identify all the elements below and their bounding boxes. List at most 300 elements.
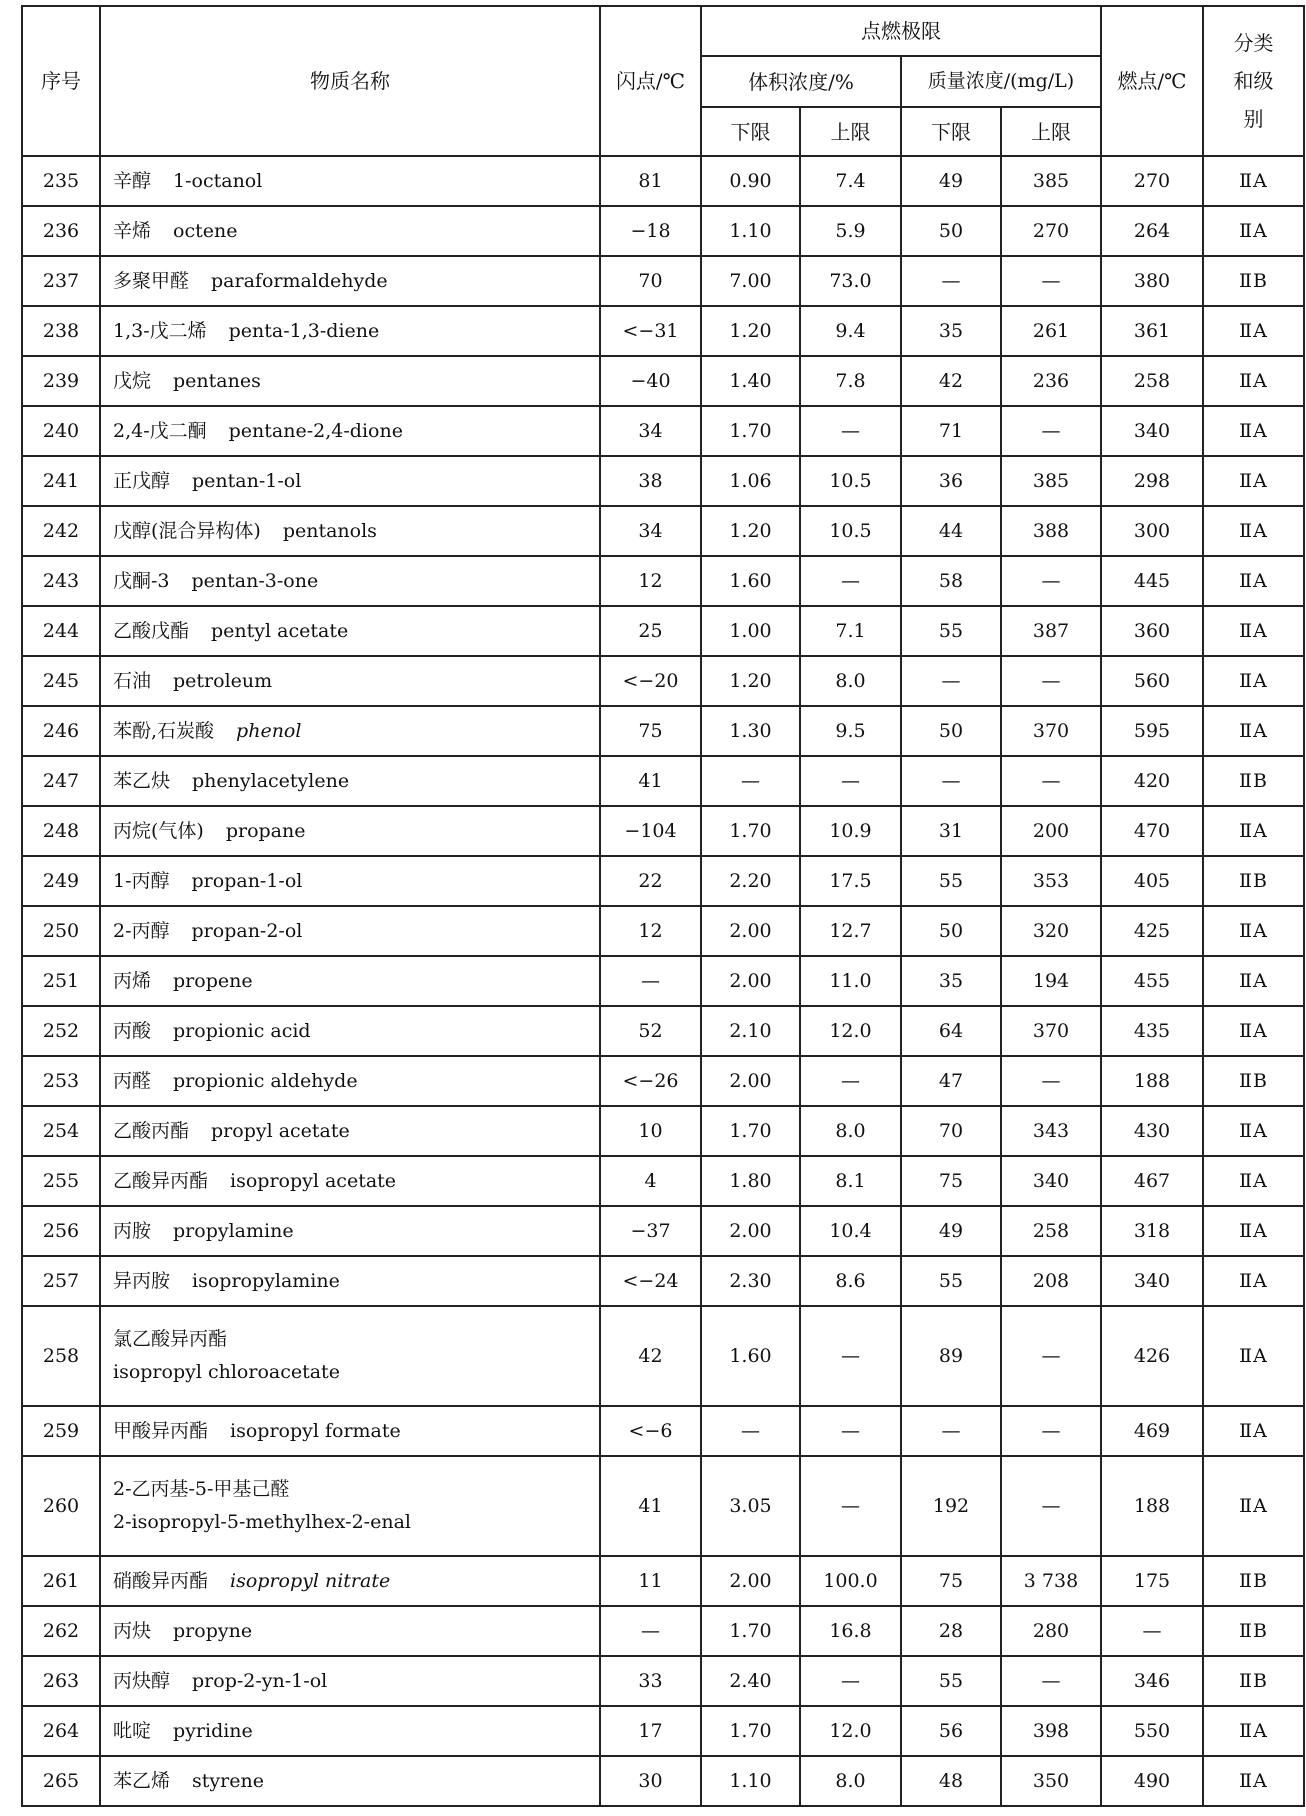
cell-mass-upper: —: [1001, 1306, 1101, 1406]
cell-mass-lower: 58: [901, 556, 1001, 606]
substance-name-cn: 戊烷: [113, 369, 152, 392]
cell-substance-name: [100, 756, 600, 806]
cell-flash-point: 30: [600, 1756, 701, 1806]
cell-flash-point: 34: [600, 406, 701, 456]
substance-name-cn: 丙炔醇: [113, 1669, 171, 1692]
cell-classification: ⅡA: [1203, 556, 1304, 606]
substance-name-en: 2-isopropyl-5-methylhex-2-enal: [113, 1511, 411, 1533]
substance-name-cn: 辛烯: [113, 219, 152, 242]
cell-mass-lower: 36: [901, 456, 1001, 506]
cell-ignition-point: 469: [1101, 1406, 1203, 1456]
cell-substance-name: [100, 1106, 600, 1156]
cell-classification: ⅡA: [1203, 506, 1304, 556]
cell-mass-lower: —: [901, 256, 1001, 306]
cell-substance-name: [100, 1606, 600, 1656]
cell-index: 258: [22, 1306, 100, 1406]
cell-volume-upper: 16.8: [800, 1606, 901, 1656]
cell-mass-lower: 47: [901, 1056, 1001, 1106]
cell-volume-lower: 1.40: [701, 356, 800, 406]
cell-substance-name: [100, 406, 600, 456]
table-row: [22, 1206, 1304, 1256]
cell-flash-point: 41: [600, 756, 701, 806]
cell-index: 252: [22, 1006, 100, 1056]
cell-mass-lower: 56: [901, 1706, 1001, 1756]
cell-mass-lower: 55: [901, 1256, 1001, 1306]
table-row: [22, 256, 1304, 306]
cell-flash-point: <−20: [600, 656, 701, 706]
table-row: [22, 456, 1304, 506]
table-body: [22, 156, 1304, 1806]
cell-volume-upper: 10.5: [800, 456, 901, 506]
cell-mass-lower: 42: [901, 356, 1001, 406]
table-row: [22, 1756, 1304, 1806]
table-row: [22, 806, 1304, 856]
cell-mass-lower: 70: [901, 1106, 1001, 1156]
substance-name-en: propionic acid: [173, 1019, 311, 1042]
cell-volume-lower: 2.20: [701, 856, 800, 906]
cell-flash-point: 70: [600, 256, 701, 306]
cell-flash-point: −37: [600, 1206, 701, 1256]
substance-name-cn: 吡啶: [113, 1719, 152, 1742]
cell-ignition-point: 264: [1101, 206, 1203, 256]
cell-index: 251: [22, 956, 100, 1006]
cell-volume-lower: 2.30: [701, 1256, 800, 1306]
substance-name-en: pentan-1-ol: [192, 469, 302, 492]
cell-ignition-point: 455: [1101, 956, 1203, 1006]
cell-mass-lower: 192: [901, 1456, 1001, 1556]
substance-name-line2: [113, 1511, 599, 1534]
cell-flash-point: 12: [600, 556, 701, 606]
cell-volume-lower: 7.00: [701, 256, 800, 306]
cell-volume-upper: 8.1: [800, 1156, 901, 1206]
cell-flash-point: <−26: [600, 1056, 701, 1106]
cell-volume-lower: 1.70: [701, 806, 800, 856]
cell-volume-upper: 8.0: [800, 1106, 901, 1156]
header-ignition-limits: 点燃极限: [701, 6, 1101, 56]
cell-mass-upper: 398: [1001, 1706, 1101, 1756]
cell-mass-lower: 35: [901, 306, 1001, 356]
cell-flash-point: 17: [600, 1706, 701, 1756]
cell-volume-lower: 2.00: [701, 1556, 800, 1606]
cell-ignition-point: 298: [1101, 456, 1203, 506]
cell-substance-name: [100, 656, 600, 706]
cell-volume-upper: 10.5: [800, 506, 901, 556]
cell-volume-lower: 2.00: [701, 1206, 800, 1256]
table-row: [22, 1656, 1304, 1706]
cell-classification: ⅡB: [1203, 856, 1304, 906]
cell-index: 253: [22, 1056, 100, 1106]
substance-name-en: isopropyl acetate: [230, 1169, 397, 1192]
cell-mass-upper: 340: [1001, 1156, 1101, 1206]
cell-mass-lower: 35: [901, 956, 1001, 1006]
cell-mass-lower: 64: [901, 1006, 1001, 1056]
cell-ignition-point: 405: [1101, 856, 1203, 906]
cell-volume-upper: 100.0: [800, 1556, 901, 1606]
cell-classification: ⅡB: [1203, 756, 1304, 806]
cell-classification: ⅡA: [1203, 156, 1304, 206]
substance-name-cn: 丙酸: [113, 1019, 152, 1042]
header-volume-conc: 体积浓度/%: [701, 56, 901, 107]
substance-name-cn: 苯酚,石炭酸: [113, 719, 215, 742]
cell-classification: ⅡA: [1203, 1206, 1304, 1256]
cell-index: 235: [22, 156, 100, 206]
substance-name-cn: 1-丙醇: [113, 869, 170, 892]
substance-name-cn: 2-丙醇: [113, 919, 170, 942]
table-row: [22, 1256, 1304, 1306]
cell-substance-name: [100, 1056, 600, 1106]
cell-ignition-point: 430: [1101, 1106, 1203, 1156]
cell-mass-lower: 89: [901, 1306, 1001, 1406]
cell-volume-lower: 1.10: [701, 206, 800, 256]
cell-index: 246: [22, 706, 100, 756]
cell-classification: ⅡB: [1203, 1656, 1304, 1706]
cell-mass-upper: 236: [1001, 356, 1101, 406]
cell-volume-lower: 2.40: [701, 1656, 800, 1706]
table-row: [22, 606, 1304, 656]
cell-volume-lower: 1.20: [701, 656, 800, 706]
header-volume-upper: 上限: [800, 107, 901, 156]
substance-name-cn: 戊醇(混合异构体): [113, 519, 261, 542]
cell-mass-upper: 370: [1001, 706, 1101, 756]
cell-ignition-point: 270: [1101, 156, 1203, 206]
substance-name-cn: 氯乙酸异丙酯: [113, 1328, 228, 1351]
cell-index: 237: [22, 256, 100, 306]
substance-name-cn: 异丙胺: [113, 1269, 171, 1292]
cell-flash-point: —: [600, 956, 701, 1006]
cell-substance-name: [100, 806, 600, 856]
cell-mass-upper: 194: [1001, 956, 1101, 1006]
cell-classification: ⅡA: [1203, 1756, 1304, 1806]
cell-substance-name: [100, 1156, 600, 1206]
cell-index: 263: [22, 1656, 100, 1706]
cell-volume-upper: 12.0: [800, 1006, 901, 1056]
substance-name-cn: 丙烷(气体): [113, 819, 204, 842]
cell-mass-upper: 270: [1001, 206, 1101, 256]
cell-substance-name: [100, 506, 600, 556]
substance-name-cn: 辛醇: [113, 169, 152, 192]
cell-mass-lower: 55: [901, 1656, 1001, 1706]
cell-mass-lower: 55: [901, 606, 1001, 656]
cell-index: 259: [22, 1406, 100, 1456]
cell-ignition-point: 470: [1101, 806, 1203, 856]
cell-mass-upper: —: [1001, 1656, 1101, 1706]
cell-volume-lower: 1.70: [701, 1106, 800, 1156]
table-row: [22, 406, 1304, 456]
cell-mass-lower: —: [901, 656, 1001, 706]
cell-mass-upper: 388: [1001, 506, 1101, 556]
cell-index: 264: [22, 1706, 100, 1756]
cell-flash-point: 10: [600, 1106, 701, 1156]
cell-classification: ⅡA: [1203, 1256, 1304, 1306]
cell-flash-point: 25: [600, 606, 701, 656]
cell-classification: ⅡA: [1203, 606, 1304, 656]
cell-mass-lower: 31: [901, 806, 1001, 856]
substance-name-en: propyne: [173, 1619, 253, 1642]
header-ignition-point: 燃点/℃: [1101, 6, 1203, 156]
cell-mass-lower: 28: [901, 1606, 1001, 1656]
table-row: [22, 1056, 1304, 1106]
header-mass-conc: 质量浓度/(mg/L): [901, 56, 1101, 107]
cell-mass-lower: 71: [901, 406, 1001, 456]
cell-volume-lower: 3.05: [701, 1456, 800, 1556]
cell-mass-lower: 50: [901, 706, 1001, 756]
cell-flash-point: −104: [600, 806, 701, 856]
substance-name-cn: 石油: [113, 669, 152, 692]
cell-index: 241: [22, 456, 100, 506]
cell-substance-name: [100, 956, 600, 1006]
substance-name-cn: 正戊醇: [113, 469, 171, 492]
cell-index: 239: [22, 356, 100, 406]
cell-volume-lower: 2.00: [701, 906, 800, 956]
cell-mass-lower: 75: [901, 1156, 1001, 1206]
cell-index: 236: [22, 206, 100, 256]
cell-substance-name: [100, 1656, 600, 1706]
cell-classification: ⅡA: [1203, 1156, 1304, 1206]
cell-mass-lower: —: [901, 1406, 1001, 1456]
cell-volume-upper: —: [800, 1656, 901, 1706]
flammability-table: [21, 5, 1305, 1807]
cell-volume-upper: 9.5: [800, 706, 901, 756]
cell-flash-point: 33: [600, 1656, 701, 1706]
cell-flash-point: 42: [600, 1306, 701, 1406]
table-row: [22, 1406, 1304, 1456]
cell-mass-upper: 280: [1001, 1606, 1101, 1656]
cell-ignition-point: 467: [1101, 1156, 1203, 1206]
cell-classification: ⅡA: [1203, 356, 1304, 406]
cell-mass-upper: —: [1001, 256, 1101, 306]
cell-volume-upper: 9.4: [800, 306, 901, 356]
substance-name-en: phenol: [236, 719, 302, 742]
cell-mass-lower: 55: [901, 856, 1001, 906]
cell-substance-name: [100, 906, 600, 956]
cell-volume-upper: —: [800, 1456, 901, 1556]
substance-name-cn: 丙烯: [113, 969, 152, 992]
cell-volume-lower: 1.60: [701, 556, 800, 606]
substance-name-en: petroleum: [173, 669, 273, 692]
cell-volume-lower: 0.90: [701, 156, 800, 206]
cell-mass-lower: 49: [901, 1206, 1001, 1256]
cell-ignition-point: 560: [1101, 656, 1203, 706]
cell-mass-upper: —: [1001, 656, 1101, 706]
table-row: [22, 1556, 1304, 1606]
cell-volume-upper: 7.1: [800, 606, 901, 656]
cell-substance-name: [100, 206, 600, 256]
header-mass-lower: 下限: [901, 107, 1001, 156]
cell-substance-name: [100, 456, 600, 506]
substance-name-line2: [113, 1361, 599, 1384]
cell-flash-point: −40: [600, 356, 701, 406]
substance-name-cn: 乙酸异丙酯: [113, 1169, 209, 1192]
cell-flash-point: 34: [600, 506, 701, 556]
cell-volume-lower: 1.20: [701, 306, 800, 356]
cell-mass-upper: 208: [1001, 1256, 1101, 1306]
substance-name-en: propyl acetate: [211, 1119, 350, 1142]
substance-name-en: propan-2-ol: [191, 919, 303, 942]
substance-name-cn: 乙酸戊酯: [113, 619, 190, 642]
cell-ignition-point: 425: [1101, 906, 1203, 956]
cell-mass-lower: 50: [901, 206, 1001, 256]
cell-mass-upper: —: [1001, 1456, 1101, 1556]
cell-index: 242: [22, 506, 100, 556]
cell-substance-name: [100, 606, 600, 656]
cell-ignition-point: 550: [1101, 1706, 1203, 1756]
table-row: [22, 556, 1304, 606]
cell-substance-name: [100, 306, 600, 356]
cell-index: 260: [22, 1456, 100, 1556]
table-row: [22, 206, 1304, 256]
cell-mass-upper: 370: [1001, 1006, 1101, 1056]
header-classification-text: 分类和级别: [1233, 31, 1274, 131]
substance-name-en: pyridine: [173, 1719, 253, 1742]
cell-volume-upper: —: [800, 1406, 901, 1456]
cell-volume-lower: 1.80: [701, 1156, 800, 1206]
cell-classification: ⅡB: [1203, 1056, 1304, 1106]
cell-classification: ⅡA: [1203, 656, 1304, 706]
cell-volume-lower: 2.00: [701, 1056, 800, 1106]
cell-ignition-point: 340: [1101, 1256, 1203, 1306]
cell-substance-name: [100, 706, 600, 756]
cell-ignition-point: 258: [1101, 356, 1203, 406]
header-mass-upper: 上限: [1001, 107, 1101, 156]
cell-flash-point: <−24: [600, 1256, 701, 1306]
table-row: [22, 306, 1304, 356]
cell-volume-upper: 5.9: [800, 206, 901, 256]
substance-name-cn: 多聚甲醛: [113, 269, 190, 292]
cell-substance-name: [100, 1406, 600, 1456]
cell-ignition-point: —: [1101, 1606, 1203, 1656]
cell-ignition-point: 595: [1101, 706, 1203, 756]
cell-classification: ⅡA: [1203, 1306, 1304, 1406]
header-index: 序号: [22, 6, 100, 156]
cell-mass-upper: —: [1001, 406, 1101, 456]
substance-name-en: pentanes: [173, 369, 261, 392]
cell-mass-upper: 3 738: [1001, 1556, 1101, 1606]
cell-mass-lower: 50: [901, 906, 1001, 956]
substance-name-cn: 丙胺: [113, 1219, 152, 1242]
cell-ignition-point: 435: [1101, 1006, 1203, 1056]
cell-index: 247: [22, 756, 100, 806]
substance-name-en: isopropylamine: [192, 1269, 340, 1292]
cell-volume-lower: 1.60: [701, 1306, 800, 1406]
cell-flash-point: —: [600, 1606, 701, 1656]
cell-volume-upper: 8.6: [800, 1256, 901, 1306]
substance-name-en: prop-2-yn-1-ol: [192, 1669, 328, 1692]
cell-substance-name: [100, 156, 600, 206]
table-row: [22, 156, 1304, 206]
cell-substance-name: [100, 856, 600, 906]
cell-volume-lower: —: [701, 1406, 800, 1456]
cell-mass-upper: 320: [1001, 906, 1101, 956]
cell-volume-upper: 8.0: [800, 656, 901, 706]
header-flash-point: 闪点/℃: [600, 6, 701, 156]
cell-substance-name: [100, 1306, 600, 1406]
cell-flash-point: 12: [600, 906, 701, 956]
cell-mass-upper: 353: [1001, 856, 1101, 906]
table-row: [22, 1606, 1304, 1656]
cell-classification: ⅡA: [1203, 206, 1304, 256]
substance-name-cn: 甲酸异丙酯: [113, 1419, 209, 1442]
cell-flash-point: −18: [600, 206, 701, 256]
cell-ignition-point: 360: [1101, 606, 1203, 656]
cell-mass-upper: —: [1001, 1056, 1101, 1106]
cell-ignition-point: 490: [1101, 1756, 1203, 1806]
cell-ignition-point: 188: [1101, 1456, 1203, 1556]
cell-classification: ⅡA: [1203, 706, 1304, 756]
cell-classification: ⅡA: [1203, 306, 1304, 356]
cell-flash-point: <−31: [600, 306, 701, 356]
cell-mass-upper: 258: [1001, 1206, 1101, 1256]
cell-flash-point: 52: [600, 1006, 701, 1056]
table-row: [22, 656, 1304, 706]
cell-volume-upper: —: [800, 406, 901, 456]
cell-flash-point: <−6: [600, 1406, 701, 1456]
cell-classification: ⅡB: [1203, 1606, 1304, 1656]
table-row: [22, 1156, 1304, 1206]
cell-substance-name: [100, 1256, 600, 1306]
cell-volume-upper: 17.5: [800, 856, 901, 906]
cell-classification: ⅡA: [1203, 1106, 1304, 1156]
cell-index: 245: [22, 656, 100, 706]
substance-name-en: styrene: [192, 1769, 264, 1792]
cell-volume-upper: 10.4: [800, 1206, 901, 1256]
substance-name-en: octene: [173, 219, 238, 242]
cell-mass-lower: 75: [901, 1556, 1001, 1606]
cell-index: 257: [22, 1256, 100, 1306]
table-row: [22, 1456, 1304, 1556]
cell-flash-point: 22: [600, 856, 701, 906]
cell-classification: ⅡA: [1203, 1706, 1304, 1756]
header-name: 物质名称: [100, 6, 600, 156]
cell-mass-upper: 387: [1001, 606, 1101, 656]
cell-flash-point: 41: [600, 1456, 701, 1556]
cell-mass-upper: 385: [1001, 456, 1101, 506]
cell-volume-lower: 1.70: [701, 1606, 800, 1656]
table-row: [22, 706, 1304, 756]
cell-mass-upper: —: [1001, 556, 1101, 606]
table-row: [22, 956, 1304, 1006]
cell-substance-name: [100, 1706, 600, 1756]
header-classification: [1203, 6, 1304, 156]
table-row: [22, 1306, 1304, 1406]
cell-volume-lower: 1.70: [701, 1706, 800, 1756]
cell-volume-upper: 7.8: [800, 356, 901, 406]
cell-ignition-point: 445: [1101, 556, 1203, 606]
substance-name-en: propylamine: [173, 1219, 294, 1242]
substance-name-en: penta-1,3-diene: [228, 319, 380, 342]
cell-ignition-point: 420: [1101, 756, 1203, 806]
cell-volume-upper: 11.0: [800, 956, 901, 1006]
cell-volume-lower: 1.00: [701, 606, 800, 656]
cell-mass-upper: 343: [1001, 1106, 1101, 1156]
cell-ignition-point: 175: [1101, 1556, 1203, 1606]
cell-classification: ⅡA: [1203, 956, 1304, 1006]
cell-volume-upper: —: [800, 1306, 901, 1406]
cell-ignition-point: 426: [1101, 1306, 1203, 1406]
cell-ignition-point: 380: [1101, 256, 1203, 306]
cell-flash-point: 81: [600, 156, 701, 206]
cell-substance-name: [100, 556, 600, 606]
cell-volume-lower: 1.20: [701, 506, 800, 556]
substance-name-cn: 戊酮-3: [113, 569, 170, 592]
substance-name-en: pentane-2,4-dione: [228, 419, 403, 442]
cell-index: 244: [22, 606, 100, 656]
cell-substance-name: [100, 1456, 600, 1556]
substance-name-en: isopropyl nitrate: [230, 1569, 391, 1592]
table-row: [22, 1706, 1304, 1756]
cell-classification: ⅡA: [1203, 806, 1304, 856]
header-volume-lower: 下限: [701, 107, 800, 156]
cell-ignition-point: 318: [1101, 1206, 1203, 1256]
